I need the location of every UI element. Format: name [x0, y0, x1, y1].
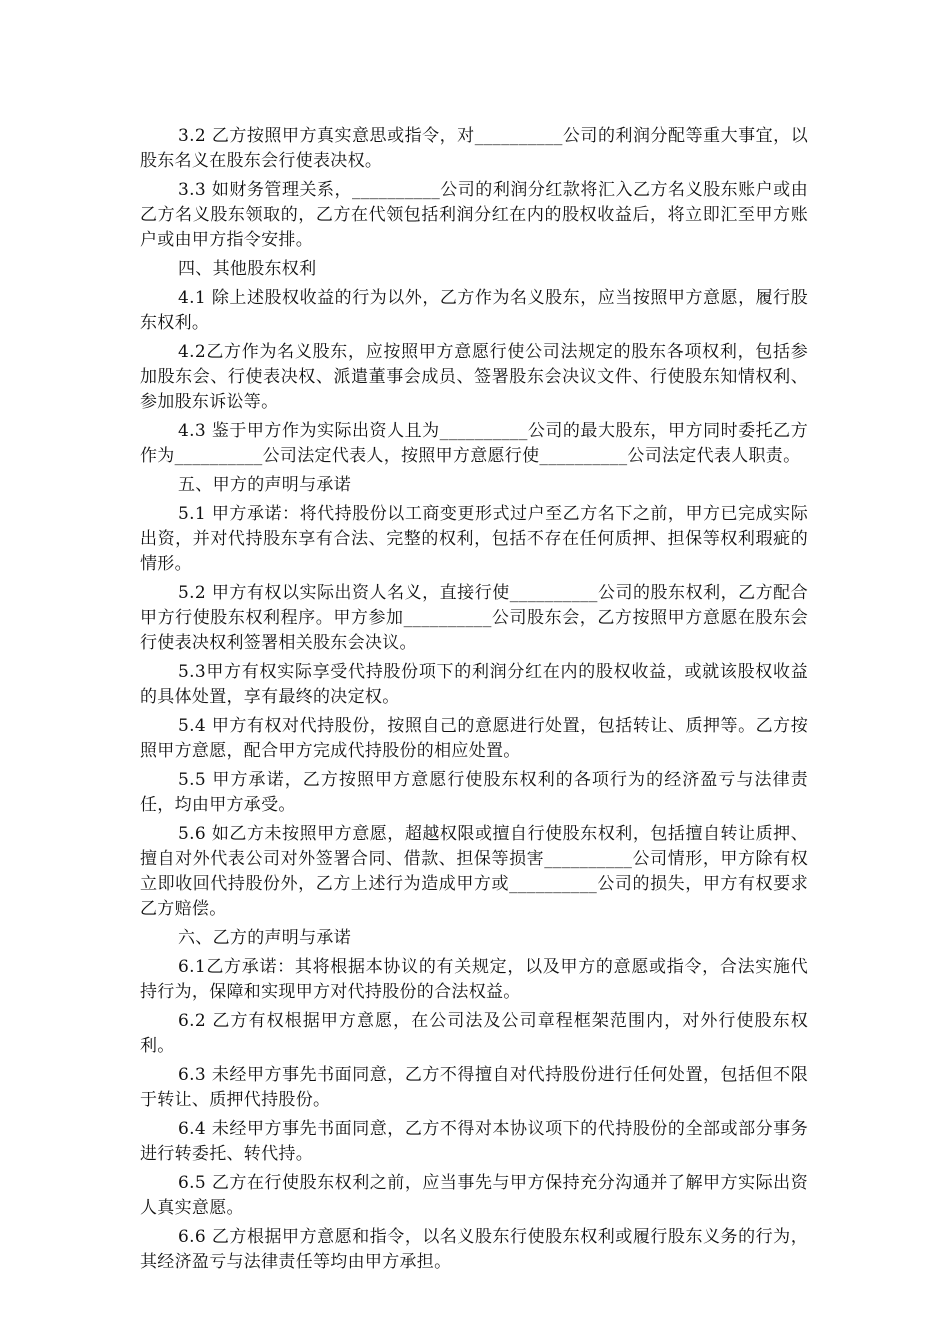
- clause-3-3: 3.3 如财务管理关系，__________公司的利润分红款将汇入乙方名义股东账户或由乙方名义股东领取的，乙方在代领包括利润分红在内的股权收益后，将立即汇至甲方账户或由甲方指令安排。: [140, 180, 808, 250]
- section-heading-4: 四、其他股东权利: [178, 259, 317, 279]
- clause-3-2: 3.2 乙方按照甲方真实意思或指令，对__________公司的利润分配等重大事宜，以股东名义在股东会行使表决权。: [140, 126, 808, 171]
- clause-6-6: 6.6 乙方根据甲方意愿和指令，以名义股东行使股东权利或履行股东义务的行为，其经济盈亏与法律责任等均由甲方承担。: [140, 1227, 808, 1272]
- document-body: [140, 124, 808, 1279]
- clause-4-1: 4.1 除上述股权收益的行为以外，乙方作为名义股东，应当按照甲方意愿，履行股东权利。: [140, 288, 808, 333]
- clause-5-4: 5.4 甲方有权对代持股份，按照自己的意愿进行处置，包括转让、质押等。乙方按照甲方意愿，配合甲方完成代持股份的相应处置。: [140, 716, 808, 761]
- clause-6-1: 6.1乙方承诺：其将根据本协议的有关规定，以及甲方的意愿或指令，合法实施代持行为，保障和实现甲方对代持股份的合法权益。: [140, 957, 808, 1002]
- clause-5-1: 5.1 甲方承诺：将代持股份以工商变更形式过户至乙方名下之前，甲方已完成实际出资，并对代持股东享有合法、完整的权利，包括不存在任何质押、担保等权利瑕疵的情形。: [140, 504, 808, 574]
- section-heading-6: 六、乙方的声明与承诺: [178, 928, 351, 948]
- clause-6-3: 6.3 未经甲方事先书面同意，乙方不得擅自对代持股份进行任何处置，包括但不限于转让、质押代持股份。: [140, 1065, 808, 1110]
- clause-5-2: 5.2 甲方有权以实际出资人名义，直接行使__________公司的股东权利，乙方配合甲方行使股东权利程序。甲方参加__________公司股东会，乙方按照甲方意愿在股东会行使表决权利签署相关股东会决议。: [140, 583, 808, 653]
- clause-5-6: 5.6 如乙方未按照甲方意愿，超越权限或擅自行使股东权利，包括擅自转让质押、擅自对外代表公司对外签署合同、借款、担保等损害__________公司情形，甲方除有权立即收回代持股份外，乙方上述行为造成甲方或__________公司的损失，甲方有权要求乙方赔偿。: [140, 824, 808, 919]
- clause-4-3: 4.3 鉴于甲方作为实际出资人且为__________公司的最大股东，甲方同时委托乙方作为__________公司法定代表人，按照甲方意愿行使__________公司法定代表人职责。: [140, 421, 808, 466]
- clause-4-2: 4.2乙方作为名义股东，应按照甲方意愿行使公司法规定的股东各项权利，包括参加股东会、行使表决权、派遣董事会成员、签署股东会决议文件、行使股东知情权利、参加股东诉讼等。: [140, 342, 808, 412]
- clause-6-4: 6.4 未经甲方事先书面同意，乙方不得对本协议项下的代持股份的全部或部分事务进行转委托、转代持。: [140, 1119, 808, 1164]
- clause-6-2: 6.2 乙方有权根据甲方意愿，在公司法及公司章程框架范围内，对外行使股东权利。: [140, 1011, 808, 1056]
- clause-6-5: 6.5 乙方在行使股东权利之前，应当事先与甲方保持充分沟通并了解甲方实际出资人真实意愿。: [140, 1173, 808, 1218]
- clause-5-5: 5.5 甲方承诺，乙方按照甲方意愿行使股东权利的各项行为的经济盈亏与法律责任，均由甲方承受。: [140, 770, 808, 815]
- clause-5-3: 5.3甲方有权实际享受代持股份项下的利润分红在内的股权收益，或就该股权收益的具体处置，享有最终的决定权。: [140, 662, 808, 707]
- section-heading-5: 五、甲方的声明与承诺: [178, 475, 351, 495]
